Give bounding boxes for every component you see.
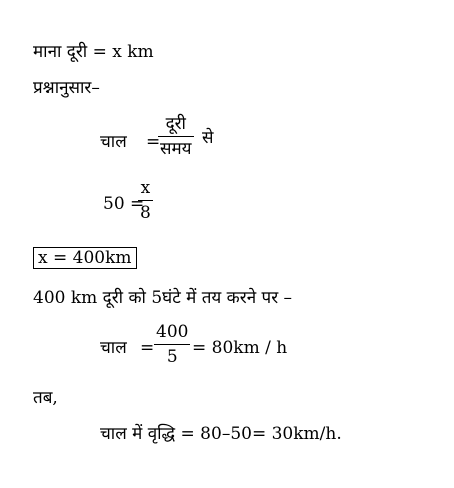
fraction-numerator: x [140, 178, 151, 198]
fraction-denominator: समय [160, 139, 192, 159]
condition-line: 400 km दूरी को 5घंटे में तय करने पर – [33, 288, 293, 308]
fraction-denominator: 5 [166, 347, 178, 367]
fraction-numerator: 400 [156, 322, 189, 342]
fraction-bar [138, 200, 153, 201]
according-to-question: प्रश्नानुसार– [33, 78, 100, 98]
equals-sign: = [140, 338, 155, 358]
400-over-5-fraction [154, 324, 190, 366]
speed-label: चाल [100, 132, 127, 152]
x-over-8-fraction [138, 180, 153, 222]
speed-result: = 80km / h [192, 338, 288, 358]
fraction-bar [154, 344, 190, 345]
fraction-bar [158, 136, 194, 137]
equals-sign: = [146, 132, 161, 152]
speed-formula-suffix: से [202, 128, 214, 148]
let-distance-line: माना दूरी = x km [33, 42, 154, 62]
equation-lhs: 50 = [103, 194, 145, 214]
speed-label: चाल [100, 338, 127, 358]
fraction-numerator: दूरी [165, 114, 186, 134]
fraction-denominator: 8 [140, 203, 151, 223]
distance-over-time-fraction [158, 116, 194, 158]
speed-increase-line: चाल में वृद्धि = 80–50= 30km/h. [100, 424, 342, 444]
boxed-result: x = 400km [33, 247, 137, 269]
then-label: तब, [33, 388, 58, 408]
